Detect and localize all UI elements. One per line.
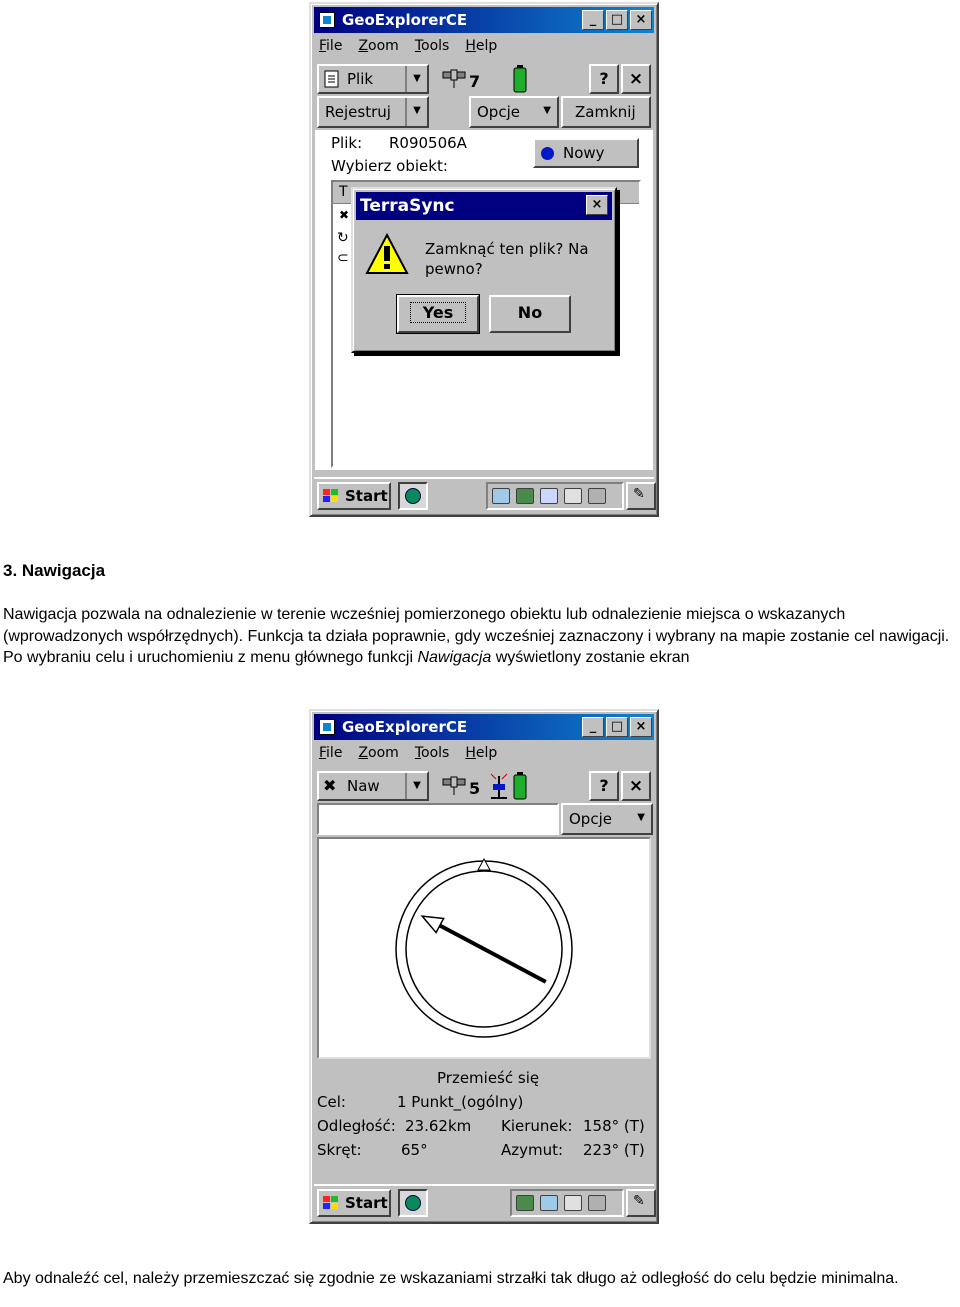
battery-icon (513, 772, 527, 800)
turn-value: 65° (401, 1141, 428, 1159)
compass-dial (319, 839, 649, 1057)
status-field (317, 803, 559, 835)
connection-icon[interactable] (516, 488, 534, 504)
heading-label: Kierunek: (501, 1117, 573, 1135)
chevron-down-icon: ▼ (543, 105, 551, 116)
paragraph-text: Nawigacja pozwala na odnalezienie w terenie wcześniej pomierzonego obiektu lub odnalezienie miejsca o wskazanych (wprowadzonych współrzędnych). Funkcja ta działa poprawnie, gdy wcześniej zaznaczony i wybrany na mapie zostanie cel nawigacji. Po wybraniu celu i uruchomieniu z menu głównego funkcji (3, 606, 950, 666)
heading-value: 158° (T) (583, 1117, 645, 1135)
section-combo-label: Plik (347, 70, 374, 88)
maximize-button[interactable]: □ (606, 717, 628, 737)
toolbar-secondary (315, 96, 653, 130)
distance-label: Odległość: (317, 1117, 396, 1135)
satellite-count: 5 (469, 779, 481, 798)
antenna-icon (487, 772, 511, 800)
battery-icon (513, 65, 527, 93)
section-combo[interactable] (317, 64, 429, 94)
window-titlebar (314, 714, 654, 740)
close-button[interactable]: × (621, 771, 651, 801)
file-label: Plik: (331, 134, 363, 152)
minimize-button[interactable]: _ (582, 10, 604, 30)
close-file-button[interactable]: Zamknij (561, 96, 651, 128)
chevron-down-icon: ▼ (405, 66, 427, 92)
chevron-down-icon: ▼ (405, 98, 427, 126)
list-item-icon: ⊂ (337, 250, 349, 266)
radio-dot-icon (541, 147, 554, 160)
toolbar-secondary (315, 803, 653, 837)
memory-icon[interactable] (564, 1195, 582, 1211)
toolbar-main (315, 62, 653, 96)
paragraph-emphasis: Nawigacja (417, 649, 492, 666)
pencil-icon: ✎ (633, 486, 645, 502)
globe-icon (405, 1195, 421, 1211)
help-button[interactable]: ? (589, 771, 619, 801)
intro-paragraph (3, 604, 953, 669)
list-header: T (333, 182, 639, 204)
paragraph-text-end: wyświetlony zostanie ekran (491, 649, 690, 666)
compass-panel (317, 837, 651, 1059)
new-button[interactable]: Nowy (533, 138, 639, 168)
azimuth-label: Azymut: (501, 1141, 564, 1159)
taskbar-app-geoexplorer[interactable] (398, 482, 428, 510)
menu-zoom[interactable]: Zoom (358, 38, 399, 54)
window-title: GeoExplorerCE (342, 718, 468, 736)
chevron-down-icon: ▼ (637, 812, 645, 823)
dialog-titlebar (356, 192, 612, 220)
start-button[interactable]: Start (317, 482, 391, 510)
choose-label: Wybierz obiekt: (331, 157, 448, 175)
dialog-message: Zamknąć ten plik? Na pewno? (425, 240, 589, 278)
window-close-button[interactable]: × (630, 717, 652, 737)
battery-status-icon[interactable] (588, 1195, 606, 1211)
menu-help[interactable]: Help (465, 745, 498, 761)
navigation-arrow (422, 916, 546, 982)
system-tray (510, 1189, 624, 1217)
pencil-icon: ✎ (633, 1193, 645, 1209)
document-icon (324, 70, 340, 88)
menu-tools[interactable]: Tools (414, 745, 450, 761)
screenshot-geoexplorer-navigation (309, 709, 659, 1224)
satellite-icon (441, 773, 469, 799)
stylus-icon[interactable] (540, 488, 558, 504)
window-close-button[interactable]: × (630, 10, 652, 30)
section-combo-label: Naw (347, 777, 380, 795)
keyboard-icon[interactable] (564, 488, 582, 504)
menu-bar (319, 38, 497, 60)
menu-tools[interactable]: Tools (414, 38, 450, 54)
desktop-button[interactable] (626, 482, 656, 510)
toolbar-main (315, 769, 653, 803)
globe-icon (405, 488, 421, 504)
close-button[interactable]: × (621, 64, 651, 94)
menu-bar (319, 745, 497, 767)
screenshot-geoexplorer-close-file (309, 2, 659, 517)
help-button[interactable]: ? (589, 64, 619, 94)
window-title: GeoExplorerCE (342, 11, 468, 29)
desktop-button[interactable] (626, 1189, 656, 1217)
nav-status: Przemieść się (437, 1069, 540, 1087)
menu-file[interactable]: File (319, 745, 343, 761)
windows-logo-icon (323, 489, 339, 503)
network-icon[interactable] (492, 488, 510, 504)
distance-value: 23.62km (405, 1117, 472, 1135)
navigation-info (317, 1063, 651, 1173)
window-titlebar (314, 7, 654, 33)
list-item-icon: ✖ (339, 208, 350, 222)
satellite-icon (441, 66, 469, 92)
chevron-down-icon: ▼ (405, 773, 427, 799)
close-file-dialog (351, 187, 617, 353)
crossed-tools-icon: ✖ (323, 776, 337, 795)
dialog-close-button[interactable]: × (586, 195, 608, 215)
closing-paragraph: Aby odnaleźć cel, należy przemieszczać się zgodnie ze wskazaniami strzałki tak długo aż odległość do celu będzie minimalna. (3, 1270, 899, 1287)
maximize-button[interactable]: □ (606, 10, 628, 30)
record-combo[interactable]: Rejestruj ▼ (317, 96, 429, 128)
menu-file[interactable]: File (319, 38, 343, 54)
target-label: Cel: (317, 1093, 346, 1111)
windows-logo-icon (323, 1196, 339, 1210)
system-tray (486, 482, 624, 510)
options-combo[interactable]: Opcje ▼ (469, 96, 559, 128)
app-icon (319, 719, 335, 735)
minimize-button[interactable]: _ (582, 717, 604, 737)
taskbar (314, 477, 654, 513)
network-icon[interactable] (540, 1195, 558, 1211)
power-plug-icon[interactable] (588, 488, 606, 504)
azimuth-value: 223° (T) (583, 1141, 645, 1159)
options-combo[interactable]: Opcje ▼ (561, 803, 653, 835)
target-value: 1 Punkt_(ogólny) (397, 1093, 524, 1111)
satellite-count: 7 (469, 72, 481, 91)
menu-zoom[interactable]: Zoom (358, 745, 399, 761)
list-item-icon: ↻ (337, 230, 349, 246)
file-value: R090506A (389, 134, 467, 152)
connection-icon[interactable] (516, 1195, 534, 1211)
taskbar-app-geoexplorer[interactable] (398, 1189, 428, 1217)
yes-button[interactable]: Yes (397, 295, 479, 333)
start-button[interactable]: Start (317, 1189, 391, 1217)
no-button[interactable]: No (489, 295, 571, 333)
section-combo[interactable] (317, 771, 429, 801)
warning-icon (365, 233, 409, 275)
section-heading: 3. Nawigacja (3, 561, 106, 580)
dialog-title: TerraSync (360, 196, 455, 216)
menu-help[interactable]: Help (465, 38, 498, 54)
taskbar (314, 1184, 654, 1220)
app-icon (319, 12, 335, 28)
turn-label: Skręt: (317, 1141, 362, 1159)
